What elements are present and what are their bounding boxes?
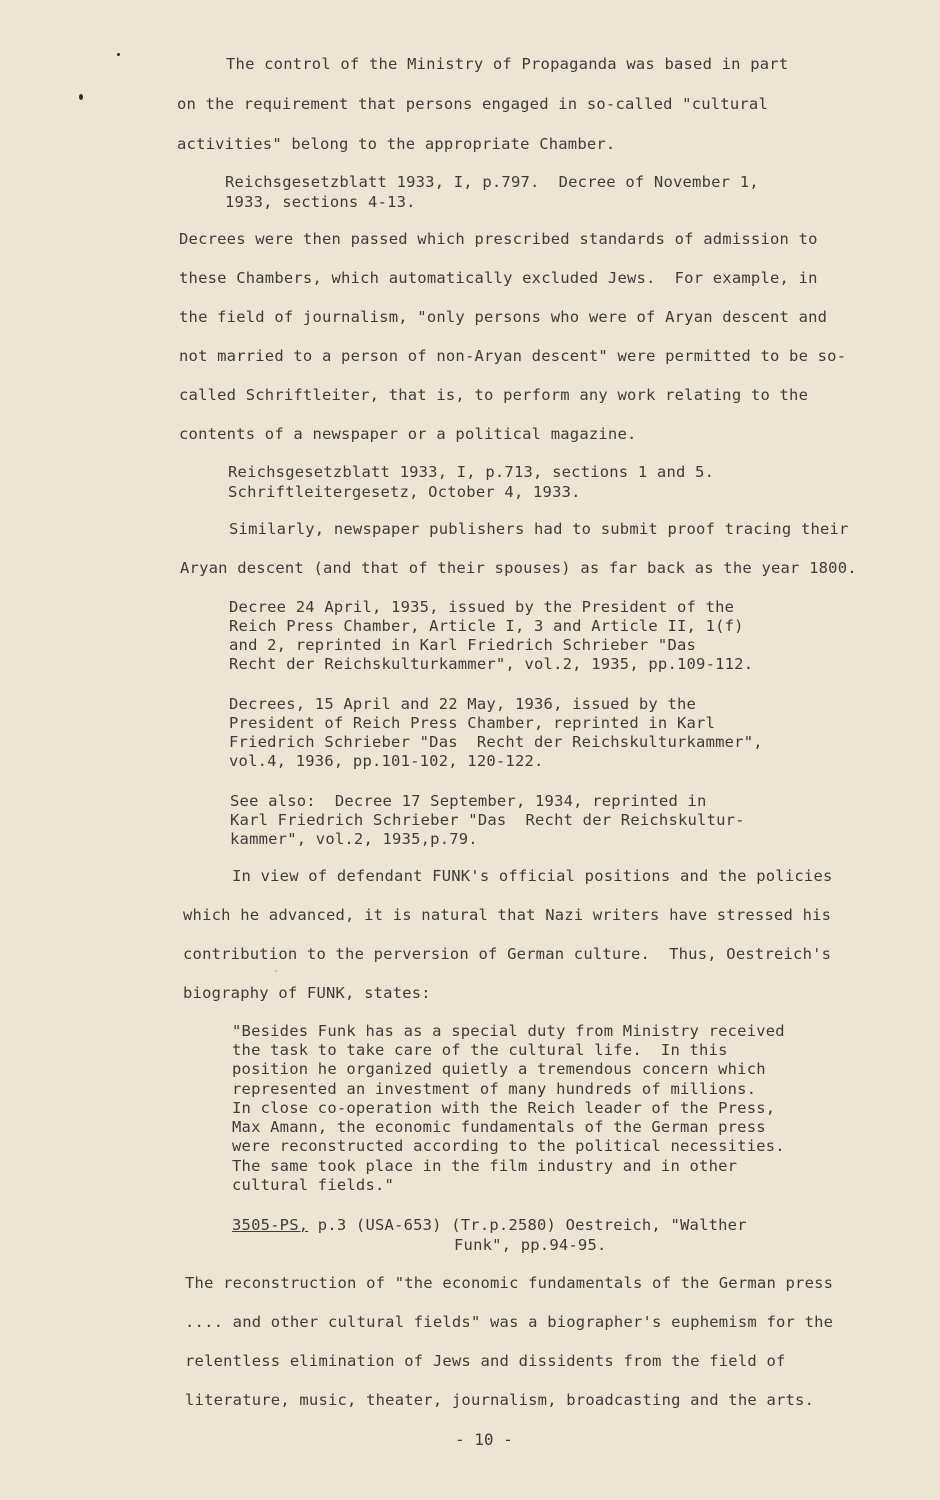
citation-3-line-1: Decree 24 April, 1935, issued by the President of the	[229, 598, 735, 616]
paragraph-5-line-1: The reconstruction of "the economic fundamentals of the German press	[185, 1274, 834, 1292]
citation-5-line-2: Karl Friedrich Schrieber "Das Recht der Reichskultur-	[230, 811, 745, 829]
citation-6-line-1	[232, 1216, 747, 1235]
paragraph-2-line-3: the field of journalism, "only persons who were of Aryan descent and	[179, 308, 828, 326]
citation-4-line-2: President of Reich Press Chamber, reprinted in Karl	[229, 714, 716, 732]
paragraph-2-line-4: not married to a person of non-Aryan descent" were permitted to be so-	[179, 347, 847, 365]
paragraph-5-line-2: .... and other cultural fields" was a biographer's euphemism for the	[185, 1313, 834, 1331]
quote-line-4: represented an investment of many hundreds of millions.	[232, 1080, 757, 1098]
citation-3-line-4: Recht der Reichskulturkammer", vol.2, 1935, pp.109-112.	[229, 655, 754, 673]
citation-4-line-3: Friedrich Schrieber "Das Recht der Reichskulturkammer",	[229, 733, 763, 751]
citation-4-line-1: Decrees, 15 April and 22 May, 1936, issued by the	[229, 695, 697, 713]
quote-line-5: In close co-operation with the Reich leader of the Press,	[232, 1099, 776, 1117]
paragraph-5-line-3: relentless elimination of Jews and dissidents from the field of	[185, 1352, 786, 1370]
paragraph-2-line-5: called Schriftleiter, that is, to perform any work relating to the	[179, 386, 809, 404]
document-reference: 3505-PS,	[232, 1216, 309, 1234]
citation-4-line-4: vol.4, 1936, pp.101-102, 120-122.	[229, 752, 544, 770]
citation-2-line-2: Schriftleitergesetz, October 4, 1933.	[228, 483, 581, 501]
quote-line-6: Max Amann, the economic fundamentals of the German press	[232, 1118, 766, 1136]
paragraph-4-line-4: biography of FUNK, states:	[183, 984, 431, 1002]
paragraph-1-line-3: activities" belong to the appropriate Chamber.	[177, 135, 616, 153]
citation-5-line-1: See also: Decree 17 September, 1934, reprinted in	[230, 792, 707, 810]
paragraph-4-line-1: In view of defendant FUNK's official positions and the policies	[232, 867, 833, 885]
quote-line-9: cultural fields."	[232, 1176, 395, 1194]
citation-6-line-2: Funk", pp.94-95.	[454, 1236, 607, 1254]
citation-3-line-2: Reich Press Chamber, Article I, 3 and Article II, 1(f)	[229, 617, 744, 635]
paragraph-4-line-2: which he advanced, it is natural that Nazi writers have stressed his	[183, 906, 832, 924]
paragraph-1-line-1: The control of the Ministry of Propaganda was based in part	[226, 55, 789, 73]
paragraph-2-line-6: contents of a newspaper or a political magazine.	[179, 425, 637, 443]
citation-3-line-3: and 2, reprinted in Karl Friedrich Schrieber "Das	[229, 636, 697, 654]
quote-line-1: "Besides Funk has as a special duty from Ministry received	[232, 1022, 785, 1040]
quote-line-2: the task to take care of the cultural life. In this	[232, 1041, 728, 1059]
paragraph-2-line-1: Decrees were then passed which prescribed standards of admission to	[179, 230, 818, 248]
citation-6-text: p.3 (USA-653) (Tr.p.2580) Oestreich, "Walther	[308, 1216, 747, 1234]
citation-2-line-1: Reichsgesetzblatt 1933, I, p.713, sections 1 and 5.	[228, 463, 715, 481]
citation-1-line-1: Reichsgesetzblatt 1933, I, p.797. Decree of November 1,	[225, 173, 759, 191]
paragraph-5-line-4: literature, music, theater, journalism, broadcasting and the arts.	[185, 1391, 815, 1409]
paragraph-3-line-2: Aryan descent (and that of their spouses) as far back as the year 1800.	[180, 559, 857, 577]
paragraph-3-line-1: Similarly, newspaper publishers had to submit proof tracing their	[229, 520, 849, 538]
citation-1-line-2: 1933, sections 4-13.	[225, 193, 416, 211]
citation-5-line-3: kammer", vol.2, 1935,p.79.	[230, 830, 478, 848]
quote-line-3: position he organized quietly a tremendous concern which	[232, 1060, 766, 1078]
quote-line-8: The same took place in the film industry and in other	[232, 1157, 738, 1175]
paragraph-2-line-2: these Chambers, which automatically excluded Jews. For example, in	[179, 269, 818, 287]
page-number: - 10 -	[455, 1430, 513, 1449]
paragraph-4-line-3: contribution to the perversion of German culture. Thus, Oestreich's	[183, 945, 832, 963]
paragraph-1-line-2: on the requirement that persons engaged in so-called "cultural	[177, 95, 768, 113]
quote-line-7: were reconstructed according to the political necessities.	[232, 1137, 785, 1155]
